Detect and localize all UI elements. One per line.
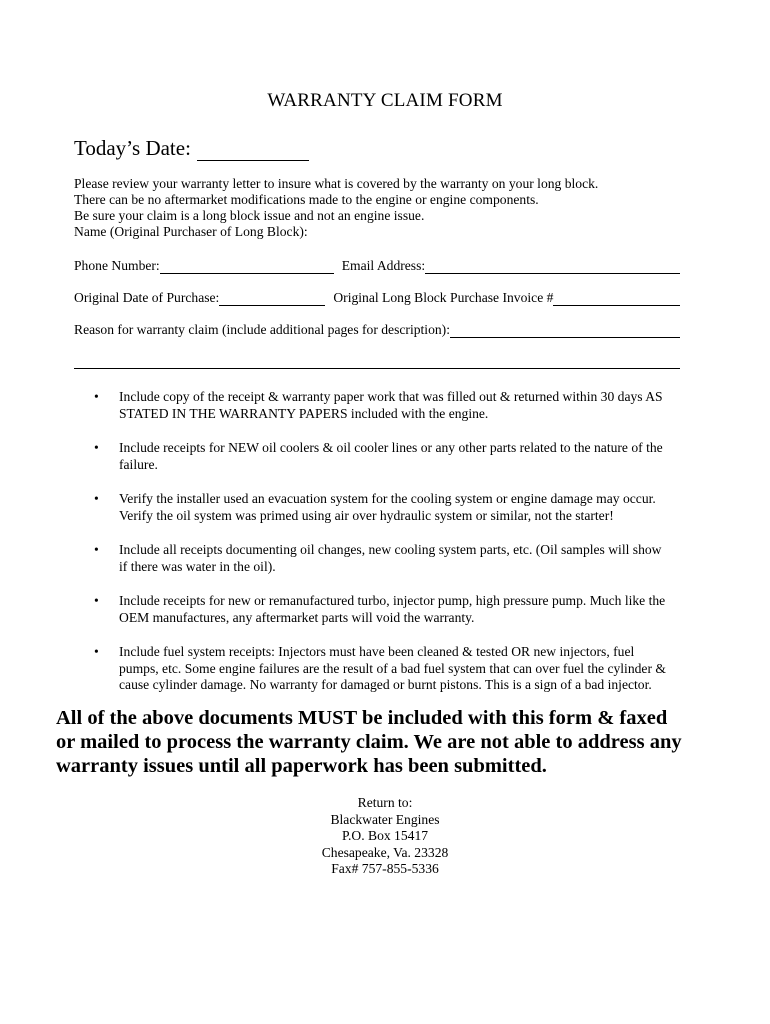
list-item (74, 542, 680, 575)
submission-notice (56, 706, 716, 778)
reason-row (74, 322, 680, 338)
list-item (74, 593, 680, 626)
notice-line: or mailed to process the warranty claim. We are not able to address any (56, 731, 682, 753)
list-item-line: failure. (119, 456, 158, 472)
intro-line: Please review your warranty letter to insure what is covered by the warranty on your long block. (74, 176, 599, 191)
intro-line: Be sure your claim is a long block issue and not an engine issue. (74, 208, 425, 223)
reason-label: Reason for warranty claim (include additional pages for description): (74, 322, 450, 337)
form-title: WARRANTY CLAIM FORM (267, 90, 503, 111)
list-item (74, 440, 680, 473)
purchase-date-label: Original Date of Purchase: (74, 290, 220, 305)
requirements-list (74, 389, 680, 712)
reason-continuation-line[interactable] (74, 368, 680, 369)
list-item (74, 389, 680, 422)
todays-date-label: Today’s Date: (74, 136, 191, 160)
intro-text (74, 176, 598, 240)
email-label: Email Address: (341, 258, 426, 273)
list-item-line: STATED IN THE WARRANTY PAPERS included with the engine. (119, 405, 489, 421)
list-item-line: cause cylinder damage. No warranty for damaged or burnt pistons. This is a sign of a bad injector. (119, 677, 652, 692)
list-item-line: OEM manufactures, any aftermarket parts will void the warranty. (119, 609, 475, 625)
return-address (0, 795, 770, 878)
phone-blank[interactable] (160, 261, 334, 274)
po-box: P.O. Box 15417 (341, 828, 429, 843)
bullet-icon: • (94, 440, 99, 455)
city-state-zip: Chesapeake, Va. 23328 (321, 844, 449, 860)
todays-date-row (74, 136, 309, 161)
list-item-line: Verify the installer used an evacuation system for the cooling system or engine damage may occur. (119, 491, 656, 506)
list-item (74, 644, 680, 694)
list-item-line: Verify the oil system was primed using air over hydraulic system or similar, not the starter! (119, 507, 614, 523)
phone-label: Phone Number: (74, 258, 160, 273)
list-item-line: pumps, etc. Some engine failures are the result of a bad fuel system that can over fuel the cylinder & (119, 660, 666, 676)
return-label: Return to: (357, 795, 413, 810)
name-label: Name (Original Purchaser of Long Block): (74, 224, 308, 239)
bullet-icon: • (94, 389, 99, 404)
intro-line: There can be no aftermarket modifications made to the engine or engine components. (74, 192, 539, 207)
list-item-line: Include all receipts documenting oil changes, new cooling system parts, etc. (Oil samples will show (119, 542, 662, 557)
list-item (74, 491, 680, 524)
bullet-icon: • (94, 542, 99, 557)
fax-number: Fax# 757-855-5336 (331, 861, 439, 876)
notice-line: All of the above documents MUST be included with this form & faxed (56, 707, 668, 729)
todays-date-blank[interactable] (197, 142, 309, 161)
reason-blank[interactable] (450, 325, 680, 338)
bullet-icon: • (94, 644, 99, 659)
list-item-line: if there was water in the oil). (119, 558, 276, 574)
bullet-icon: • (94, 593, 99, 608)
email-blank[interactable] (425, 261, 680, 274)
invoice-blank[interactable] (553, 293, 680, 306)
list-item-line: Include fuel system receipts: Injectors must have been cleaned & tested OR new injectors, fuel (119, 644, 635, 659)
purchase-date-blank[interactable] (219, 293, 325, 306)
list-item-line: Include receipts for new or remanufactured turbo, injector pump, high pressure pump. Much like the (119, 593, 666, 608)
invoice-label: Original Long Block Purchase Invoice # (333, 290, 554, 305)
bullet-icon: • (94, 491, 99, 506)
phone-email-row (74, 258, 680, 274)
notice-line: warranty issues until all paperwork has been submitted. (56, 755, 547, 777)
purchase-row (74, 290, 680, 306)
list-item-line: Include copy of the receipt & warranty paper work that was filled out & returned within 30 days AS (119, 389, 663, 404)
company-name: Blackwater Engines (330, 811, 440, 827)
list-item-line: Include receipts for NEW oil coolers & oil cooler lines or any other parts related to the nature of the (119, 440, 663, 455)
